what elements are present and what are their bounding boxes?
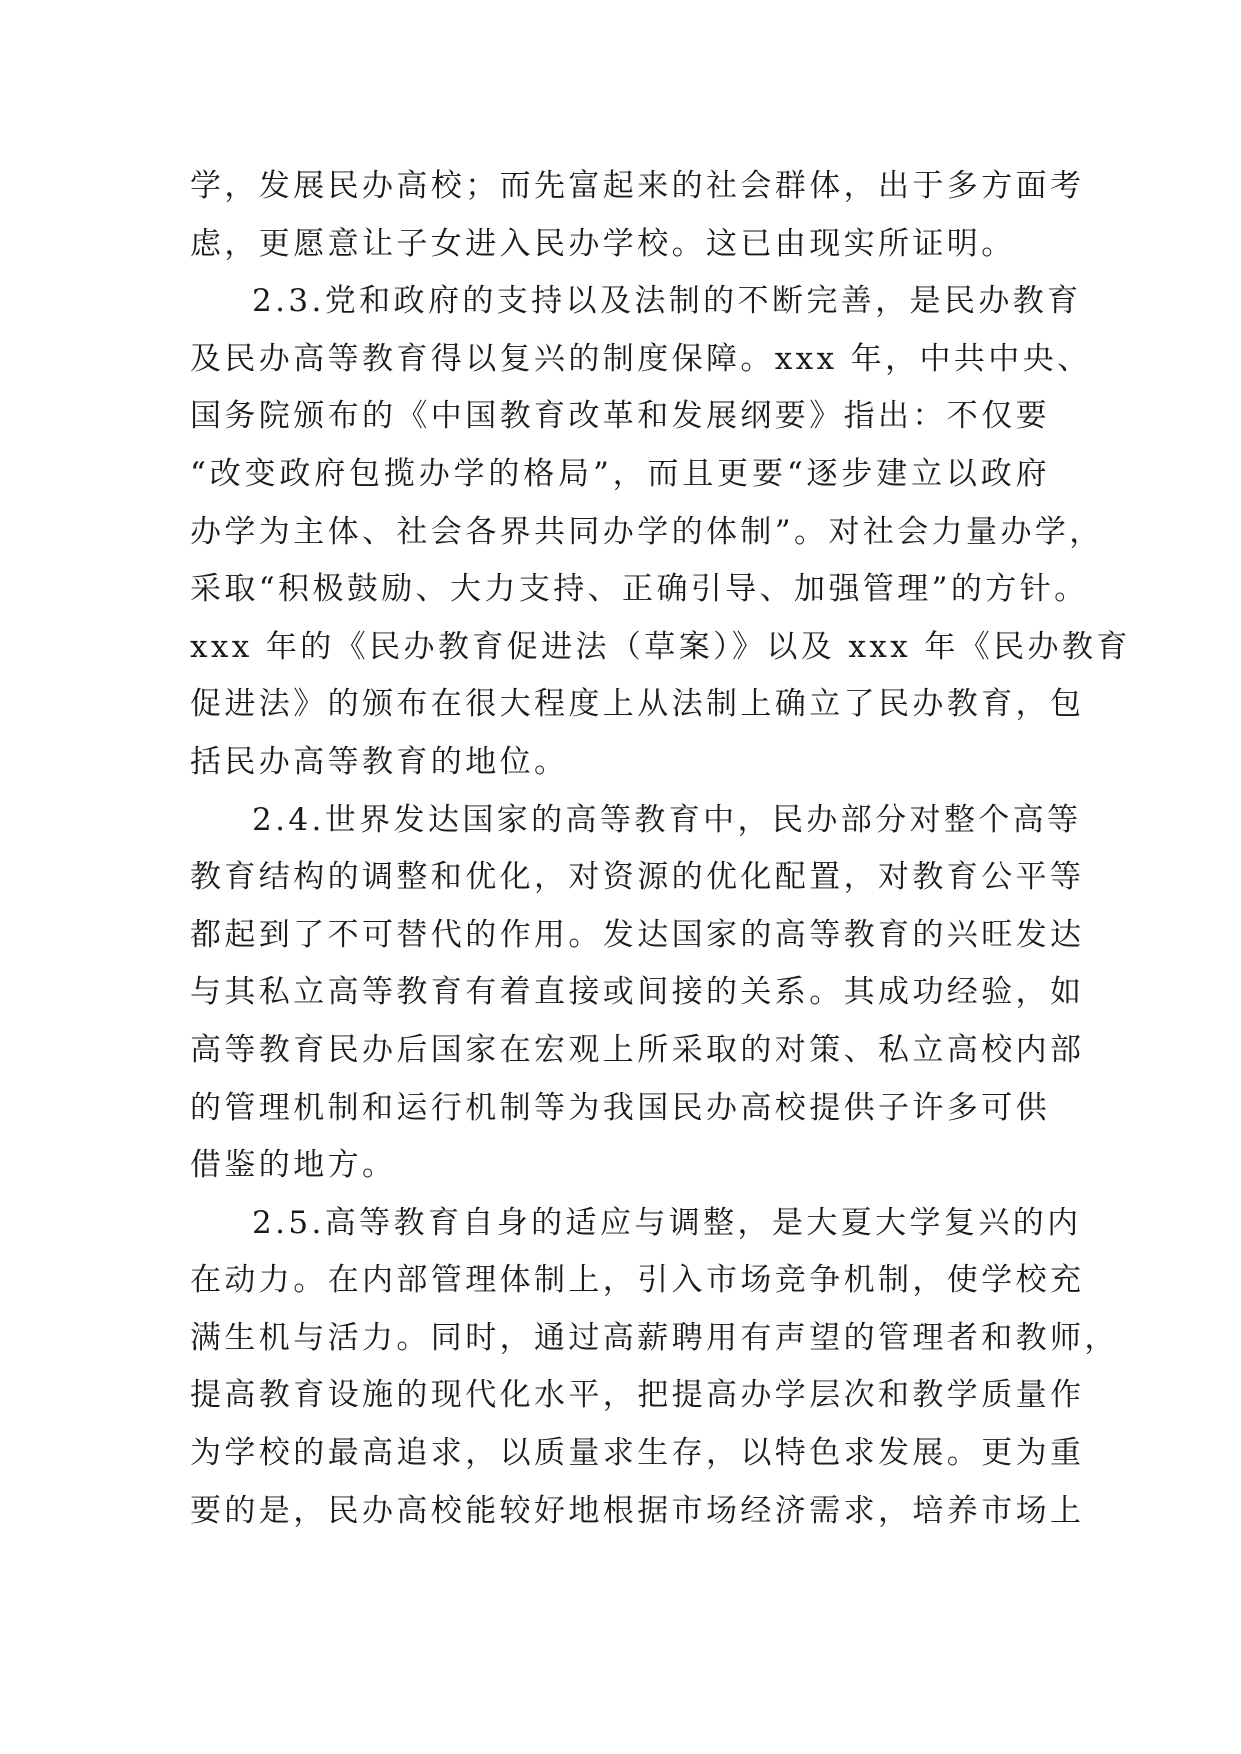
text-line: 借鉴的地方。 xyxy=(190,1147,397,1184)
text-line: 都起到了不可替代的作用。发达国家的高等教育的兴旺发达 xyxy=(190,916,1085,953)
body-text xyxy=(190,158,1131,1540)
text-line: 提高教育设施的现代化水平，把提高办学层次和教学质量作 xyxy=(190,1377,1085,1414)
text-line: 2.3.党和政府的支持以及法制的不断完善，是民办教育 xyxy=(252,283,1082,320)
text-line: 采取“积极鼓励、大力支持、正确引导、加强管理”的方针。 xyxy=(190,571,1089,608)
text-line: 2.4.世界发达国家的高等教育中，民办部分对整个高等 xyxy=(252,801,1082,838)
text-line: 国务院颁布的《中国教育改革和发展纲要》指出：不仅要 xyxy=(190,398,1050,435)
text-line: 要的是，民办高校能较好地根据市场经济需求，培养市场上 xyxy=(190,1492,1085,1529)
text-line: “改变政府包揽办学的格局”，而且更要“逐步建立以政府 xyxy=(190,455,1050,492)
text-line: 在动力。在内部管理体制上，引入市场竞争机制，使学校充 xyxy=(190,1262,1085,1299)
text-line: 高等教育民办后国家在宏观上所采取的对策、私立高校内部 xyxy=(190,1031,1085,1068)
text-line: 为学校的最高追求，以质量求生存，以特色求发展。更为重 xyxy=(190,1435,1085,1472)
text-line: 的管理机制和运行机制等为我国民办高校提供子许多可供 xyxy=(190,1089,1050,1126)
text-line: xxx 年的《民办教育促进法（草案）》以及 xxx 年《民办教育 xyxy=(190,628,1131,665)
text-line: 办学为主体、社会各界共同办学的体制”。对社会力量办学， xyxy=(190,513,1104,550)
text-line: 及民办高等教育得以复兴的制度保障。xxx 年，中共中央、 xyxy=(190,340,1092,377)
text-line: 满生机与活力。同时，通过高薪聘用有声望的管理者和教师， xyxy=(190,1319,1119,1356)
text-line: 促进法》的颁布在很大程度上从法制上确立了民办教育，包 xyxy=(190,686,1085,723)
text-line: 与其私立高等教育有着直接或间接的关系。其成功经验，如 xyxy=(190,974,1085,1011)
text-line: 学，发展民办高校；而先富起来的社会群体，出于多方面考 xyxy=(190,168,1085,204)
text-line: 虑，更愿意让子女进入民办学校。这已由现实所证明。 xyxy=(190,225,1016,262)
text-line: 教育结构的调整和优化，对资源的优化配置，对教育公平等 xyxy=(190,859,1085,896)
text-line: 括民办高等教育的地位。 xyxy=(190,743,569,780)
text-line: 2.5.高等教育自身的适应与调整，是大夏大学复兴的内 xyxy=(252,1204,1082,1241)
